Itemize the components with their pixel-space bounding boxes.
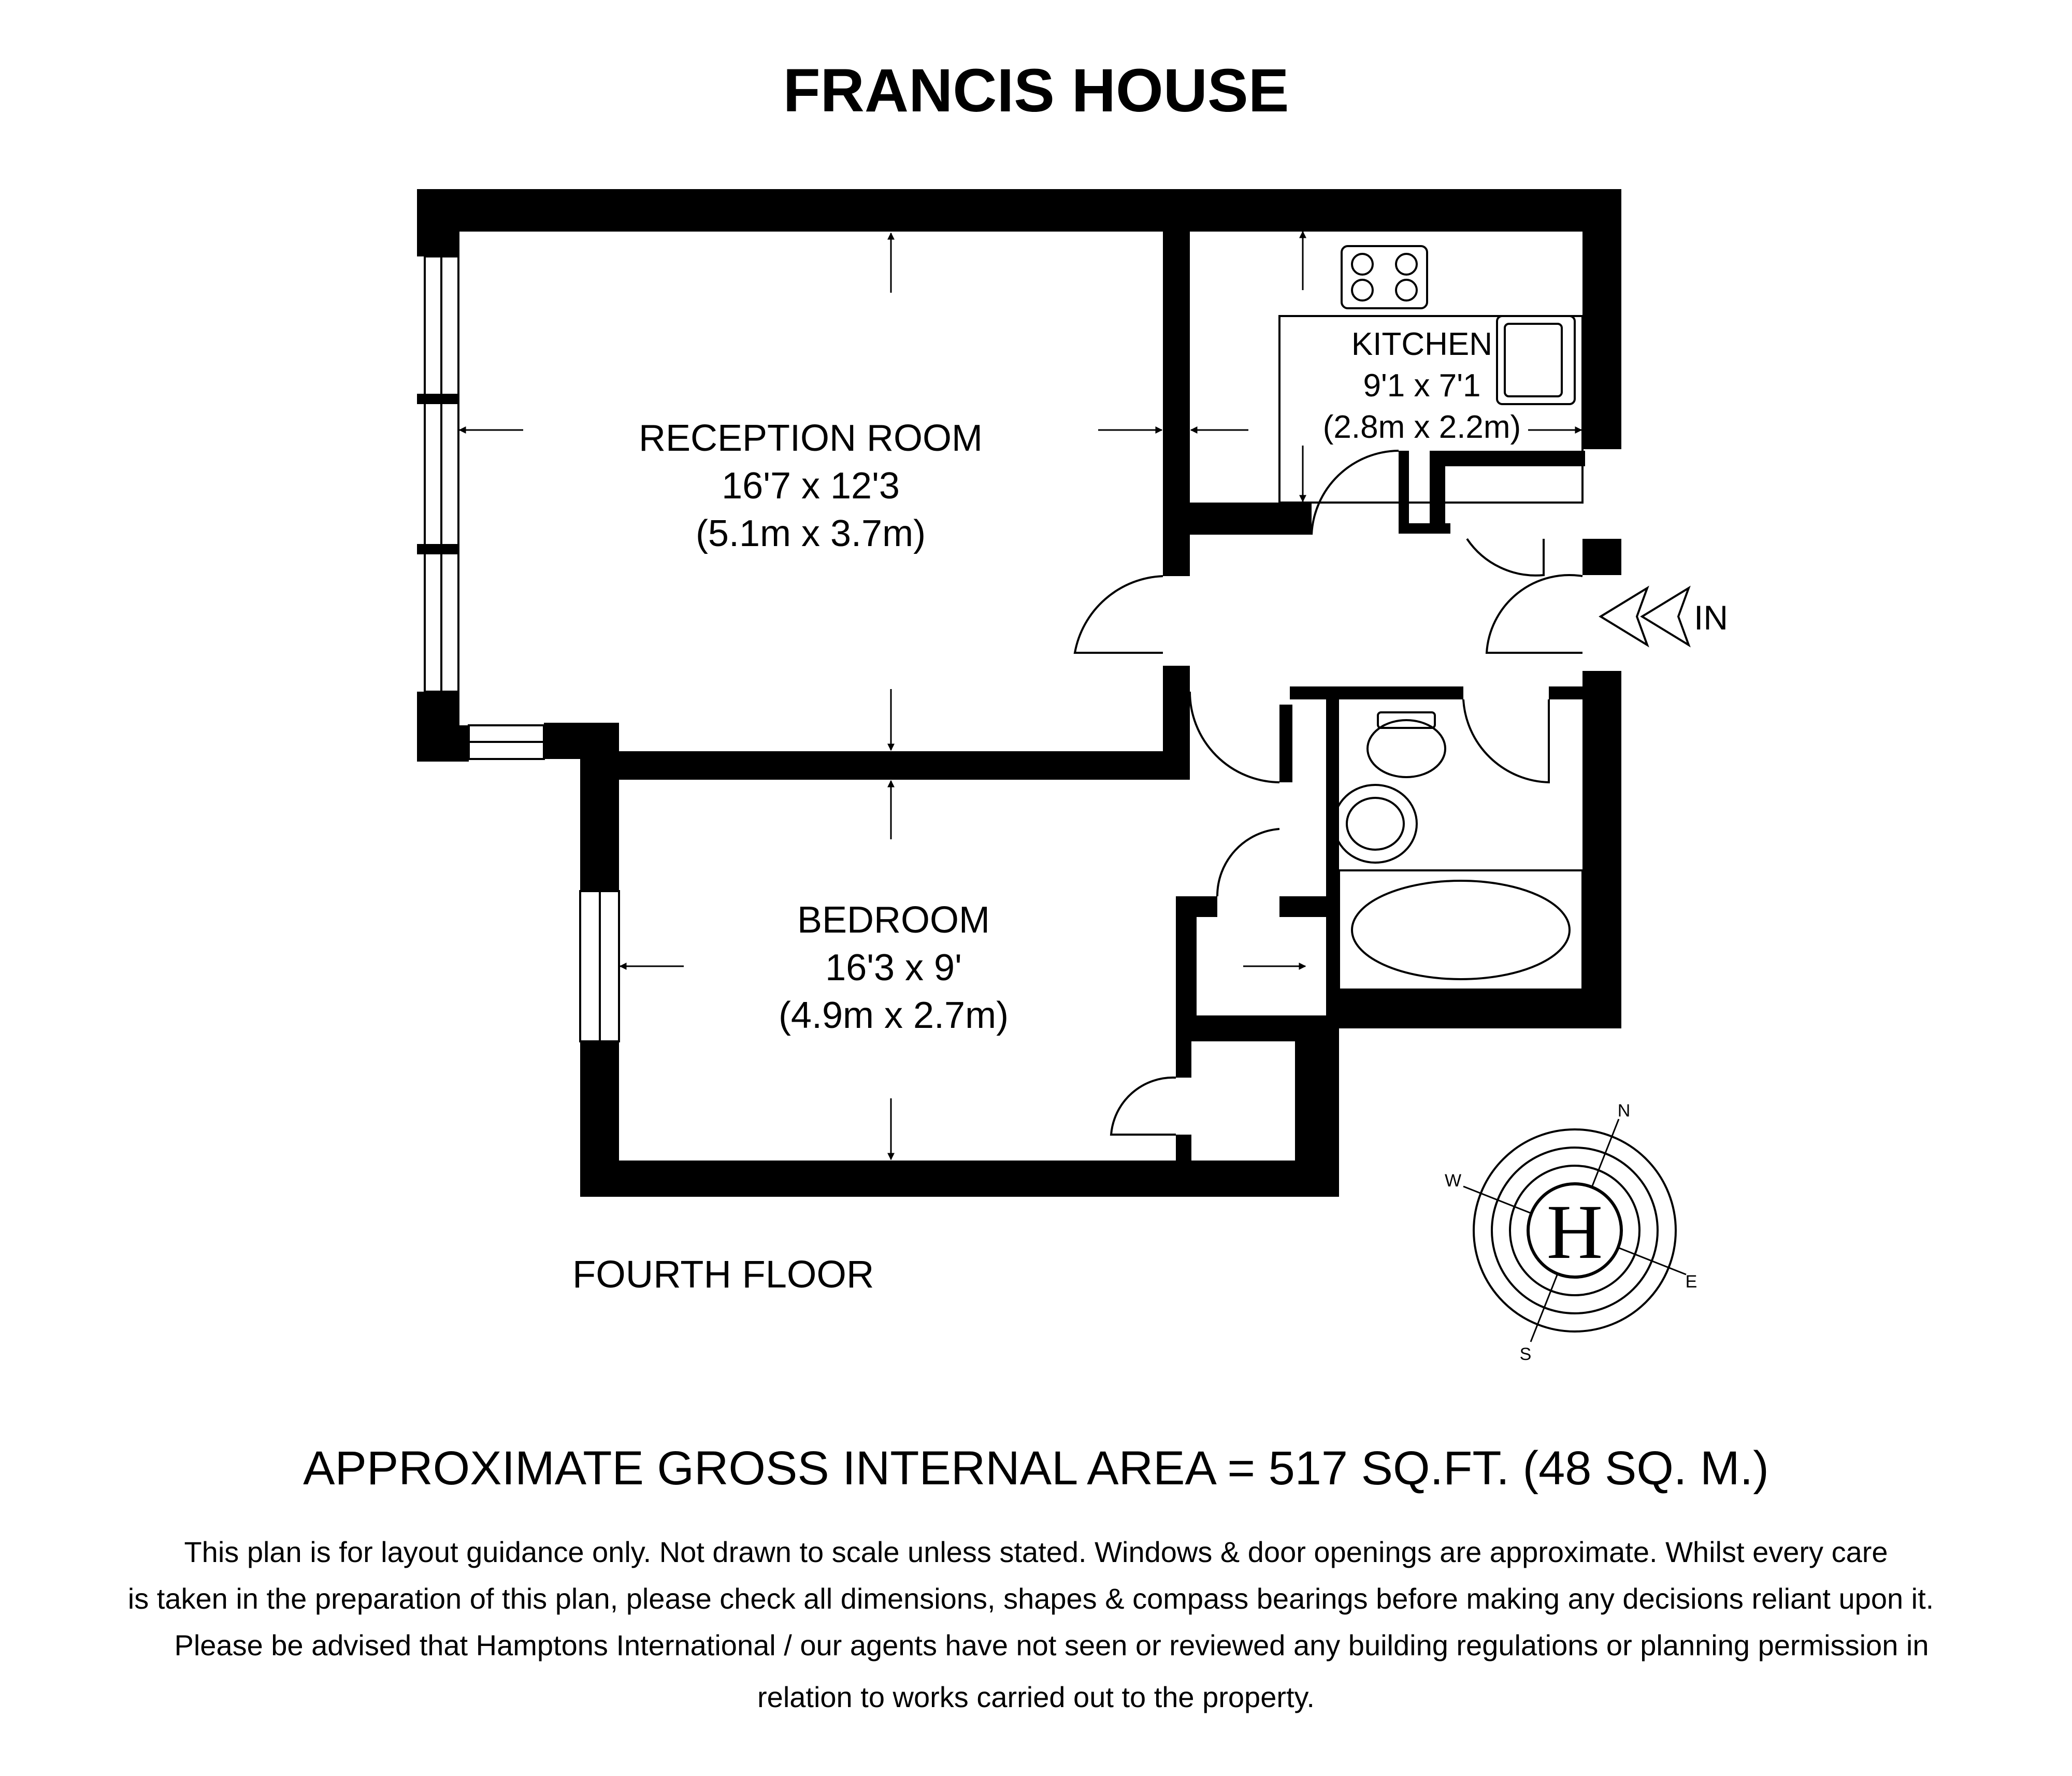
disclaimer-line: is taken in the preparation of this plan, please check all dimensions, shapes & compass bearings before making any decisions reliant upon it. [127, 1582, 1934, 1615]
room-name: BEDROOM [797, 899, 990, 941]
compass-icon [1445, 1101, 1697, 1364]
compass-north: N [1617, 1101, 1631, 1121]
room-size-metric: (2.8m x 2.2m) [1322, 409, 1521, 445]
floor-label: FOURTH FLOOR [572, 1253, 874, 1296]
room-size-metric: (4.9m x 2.7m) [778, 995, 1009, 1036]
compass-logo: H [1546, 1189, 1603, 1275]
room-size-imperial: 16'3 x 9' [825, 947, 962, 989]
reception-room-label [639, 418, 983, 554]
entrance-label: IN [1694, 598, 1728, 637]
room-size-imperial: 16'7 x 12'3 [722, 465, 900, 507]
toilet [1368, 712, 1445, 777]
kitchen-sink [1497, 316, 1575, 404]
room-size-imperial: 9'1 x 7'1 [1363, 368, 1481, 404]
compass-south: S [1519, 1344, 1532, 1364]
kitchen-hob [1342, 246, 1427, 308]
room-size-metric: (5.1m x 3.7m) [695, 513, 926, 554]
disclaimer-line: This plan is for layout guidance only. Not drawn to scale unless stated. Windows & door openings are approximate. Whilst every care [184, 1536, 1888, 1568]
bedroom-label [779, 899, 1009, 1036]
room-name: KITCHEN [1351, 326, 1493, 362]
gross-internal-area: APPROXIMATE GROSS INTERNAL AREA = 517 SQ.FT. (48 SQ. M.) [303, 1442, 1769, 1495]
entrance-arrow-icon [1601, 588, 1689, 645]
compass-east: E [1685, 1272, 1697, 1292]
compass-west: W [1444, 1171, 1462, 1191]
kitchen-label [1323, 326, 1521, 445]
basin [1334, 785, 1417, 863]
page-title: FRANCIS HOUSE [783, 56, 1289, 125]
bath [1339, 870, 1582, 990]
windows [417, 256, 619, 1041]
room-name: RECEPTION ROOM [638, 418, 983, 459]
disclaimer-line: Please be advised that Hamptons International / our agents have not seen or reviewed any building regulations or planning permission in [174, 1629, 1929, 1662]
disclaimer [128, 1536, 1934, 1713]
disclaimer-line: relation to works carried out to the property. [757, 1681, 1315, 1713]
